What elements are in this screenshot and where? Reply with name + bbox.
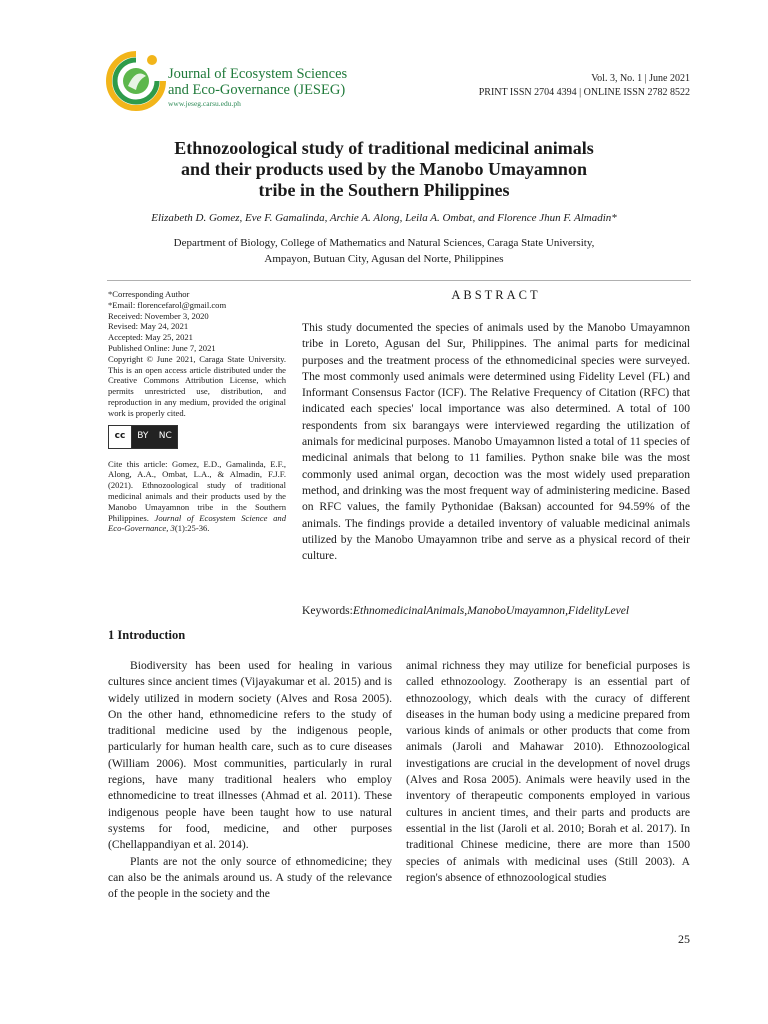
cc-icon: cc: [109, 426, 132, 448]
corresponding-email[interactable]: *Email: florencefarol@gmail.com: [108, 299, 227, 310]
received-date: Received: November 3, 2020: [108, 310, 209, 321]
abstract-text: This study documented the species of animals used by the Manobo Umayamnon tribe in Loreto, Agusan del Sur, Philippines. The animal parts for medicinal purposes and the treatment process of the ethnomedicinal species were surveyed. The most commonly used animals were determined using Fidelity Level (FL) and Informant Consensus Factor (ICF). The Relative Frequency of Citation (RFC) that indicated each species' local importance was also determined. A total of 100 respondents from six barangays were interviewed regarding the utilization of animals for medicinal purposes. Manobo Umayamnon listed a total of 11 species of medicinal animals that belong to 11 families. Python snake bile was the most commonly used animal organ, decoction was the most widely used preparation method, and drinking was the most frequent way of administering medicine. Based on RFC values, the family Pythonidae (Baksan) accounted for 94.59% of the animals. The findings provide a detailed inventory of valuable medicinal animals utilized by the Manobo Umayamnon tribe and serve as a physical record of their culture.: [302, 321, 690, 563]
citation-pages: (1):25-36.: [174, 523, 210, 534]
issue-info: [479, 72, 690, 100]
issue-volume: Vol. 3, No. 1 | June 2021: [591, 73, 690, 84]
journal-logo: [106, 50, 166, 112]
journal-name-line1: Journal of Ecosystem Sciences: [168, 66, 348, 82]
text-column-left: [108, 658, 392, 902]
header-divider: [107, 280, 691, 281]
section-heading: 1 Introduction: [108, 628, 186, 642]
title-line: and their products used by the Manobo Umayamnon: [181, 159, 587, 179]
article-title: [100, 138, 668, 201]
corresponding-author: *Corresponding Author: [108, 289, 190, 299]
paragraph: animal richness they may utilize for beneficial purposes is called ethnozoology. Zootherapy is an essential part of ethnozoology, which deals with the curacy of different diseases in the human body using a medicine prepared from various kinds of animals or other products that come from animals (Jaroli and Mahawar 2010). Ethnozoological investigations are crucial in the development of novel drugs (Alves and Rosa 2005). Animals were heavily used in the inventory of therapeutic components employed in various cultures in ancient times, and their parts and products are essential in the list (Jaroli et al. 2010; Borah et al. 2017). In traditional Chinese medicine, there are more than 1500 species of animals with medicinal uses (Still 2003). A region's absence of ethnozoological studies: [406, 659, 690, 884]
journal-name: [168, 66, 347, 98]
citation-text: Cite this article: Gomez, E.D., Gamalinda, E.F., Along, A.A., Ombat, L.A., & Almadin, F.J.F. (2021). Ethnozoological study of traditional medicinal animals and their products used by the Manobo Umayamnon tribe in the Southern Philippines: [108, 458, 286, 523]
title-line: Ethnozoological study of traditional medicinal animals: [174, 138, 594, 158]
affiliation-line: Ampayon, Butuan City, Agusan del Norte, Philippines: [264, 253, 504, 265]
revised-date: Revised: May 24, 2021: [108, 321, 189, 332]
journal-url[interactable]: www.jeseg.carsu.edu.ph: [168, 99, 241, 108]
keywords-values: EthnomedicinalAnimals,ManoboUmayamnon,FidelityLevel: [352, 604, 630, 617]
paragraph: Biodiversity has been used for healing in various cultures since ancient times (Vijayakumar et al. 2015) and is widely utilized in modern society (Alves and Rosa 2005). On the other hand, ethnomedicine refers to the study of traditional medicine used by the indigenous people, particularly for human health care, such as to cure diseases (William 2006). Most communities, particularly in rural regions, have many traditional healers who employ ethnomedicine to treat illnesses (Ahmad et al. 2011). These indigenous people have been taught how to use natural systems for food, medicine, and other purposes (Chellappandiyan et al. 2014).: [108, 659, 392, 852]
citation-journal: Journal of Ecosystem Science and Eco-Governance,: [108, 512, 287, 534]
nc-icon: NC: [158, 431, 172, 442]
abstract-heading: ABSTRACT: [451, 288, 541, 302]
affiliation-line: Department of Biology, College of Mathematics and Natural Sciences, Caraga State University,: [173, 237, 595, 249]
authors: Elizabeth D. Gomez, Eve F. Gamalinda, Archie A. Along, Leila A. Ombat, and Florence Jhun F. Almadin*: [151, 212, 617, 224]
accepted-date: Accepted: May 25, 2021: [108, 332, 193, 343]
paragraph: Plants are not the only source of ethnomedicine; they can also be the animals around us. A study of the relevance of the people in the society and the: [108, 854, 392, 901]
affiliation: [100, 235, 668, 267]
copyright-notice: Copyright © June 2021, Caraga State University. This is an open access article distributed under the Creative Commons Attribution License, which permits unrestricted use, distribution, and reproduction in any medium, provided the original work is properly cited.: [108, 353, 286, 418]
published-date: Published Online: June 7, 2021: [108, 342, 216, 353]
cc-license-badge[interactable]: [108, 425, 178, 449]
keywords: [302, 604, 690, 617]
article-info-sidebar: [108, 289, 286, 534]
journal-name-line2: and Eco-Governance (JESEG): [168, 82, 346, 98]
page-number: 25: [678, 932, 690, 946]
text-column-right: [406, 658, 690, 886]
keywords-label: Keywords:: [302, 604, 353, 617]
by-icon: BY: [137, 431, 149, 442]
title-line: tribe in the Southern Philippines: [258, 180, 510, 200]
issn: PRINT ISSN 2704 4394 | ONLINE ISSN 2782 8522: [478, 87, 690, 98]
citation: Cite this article: Gomez, E.D., Gamalinda, E.F., Along, A.A., Ombat, L.A., & Almadin, F.J.F. (2021). Ethnozoological study of traditional medicinal animals and their products used by the Manobo Umayamnon tribe in the Southern Philippines. Journal of Ecosystem Science and Eco-Governance, 3(1):25-36.: [108, 458, 287, 534]
citation-volume: 3: [170, 523, 175, 534]
